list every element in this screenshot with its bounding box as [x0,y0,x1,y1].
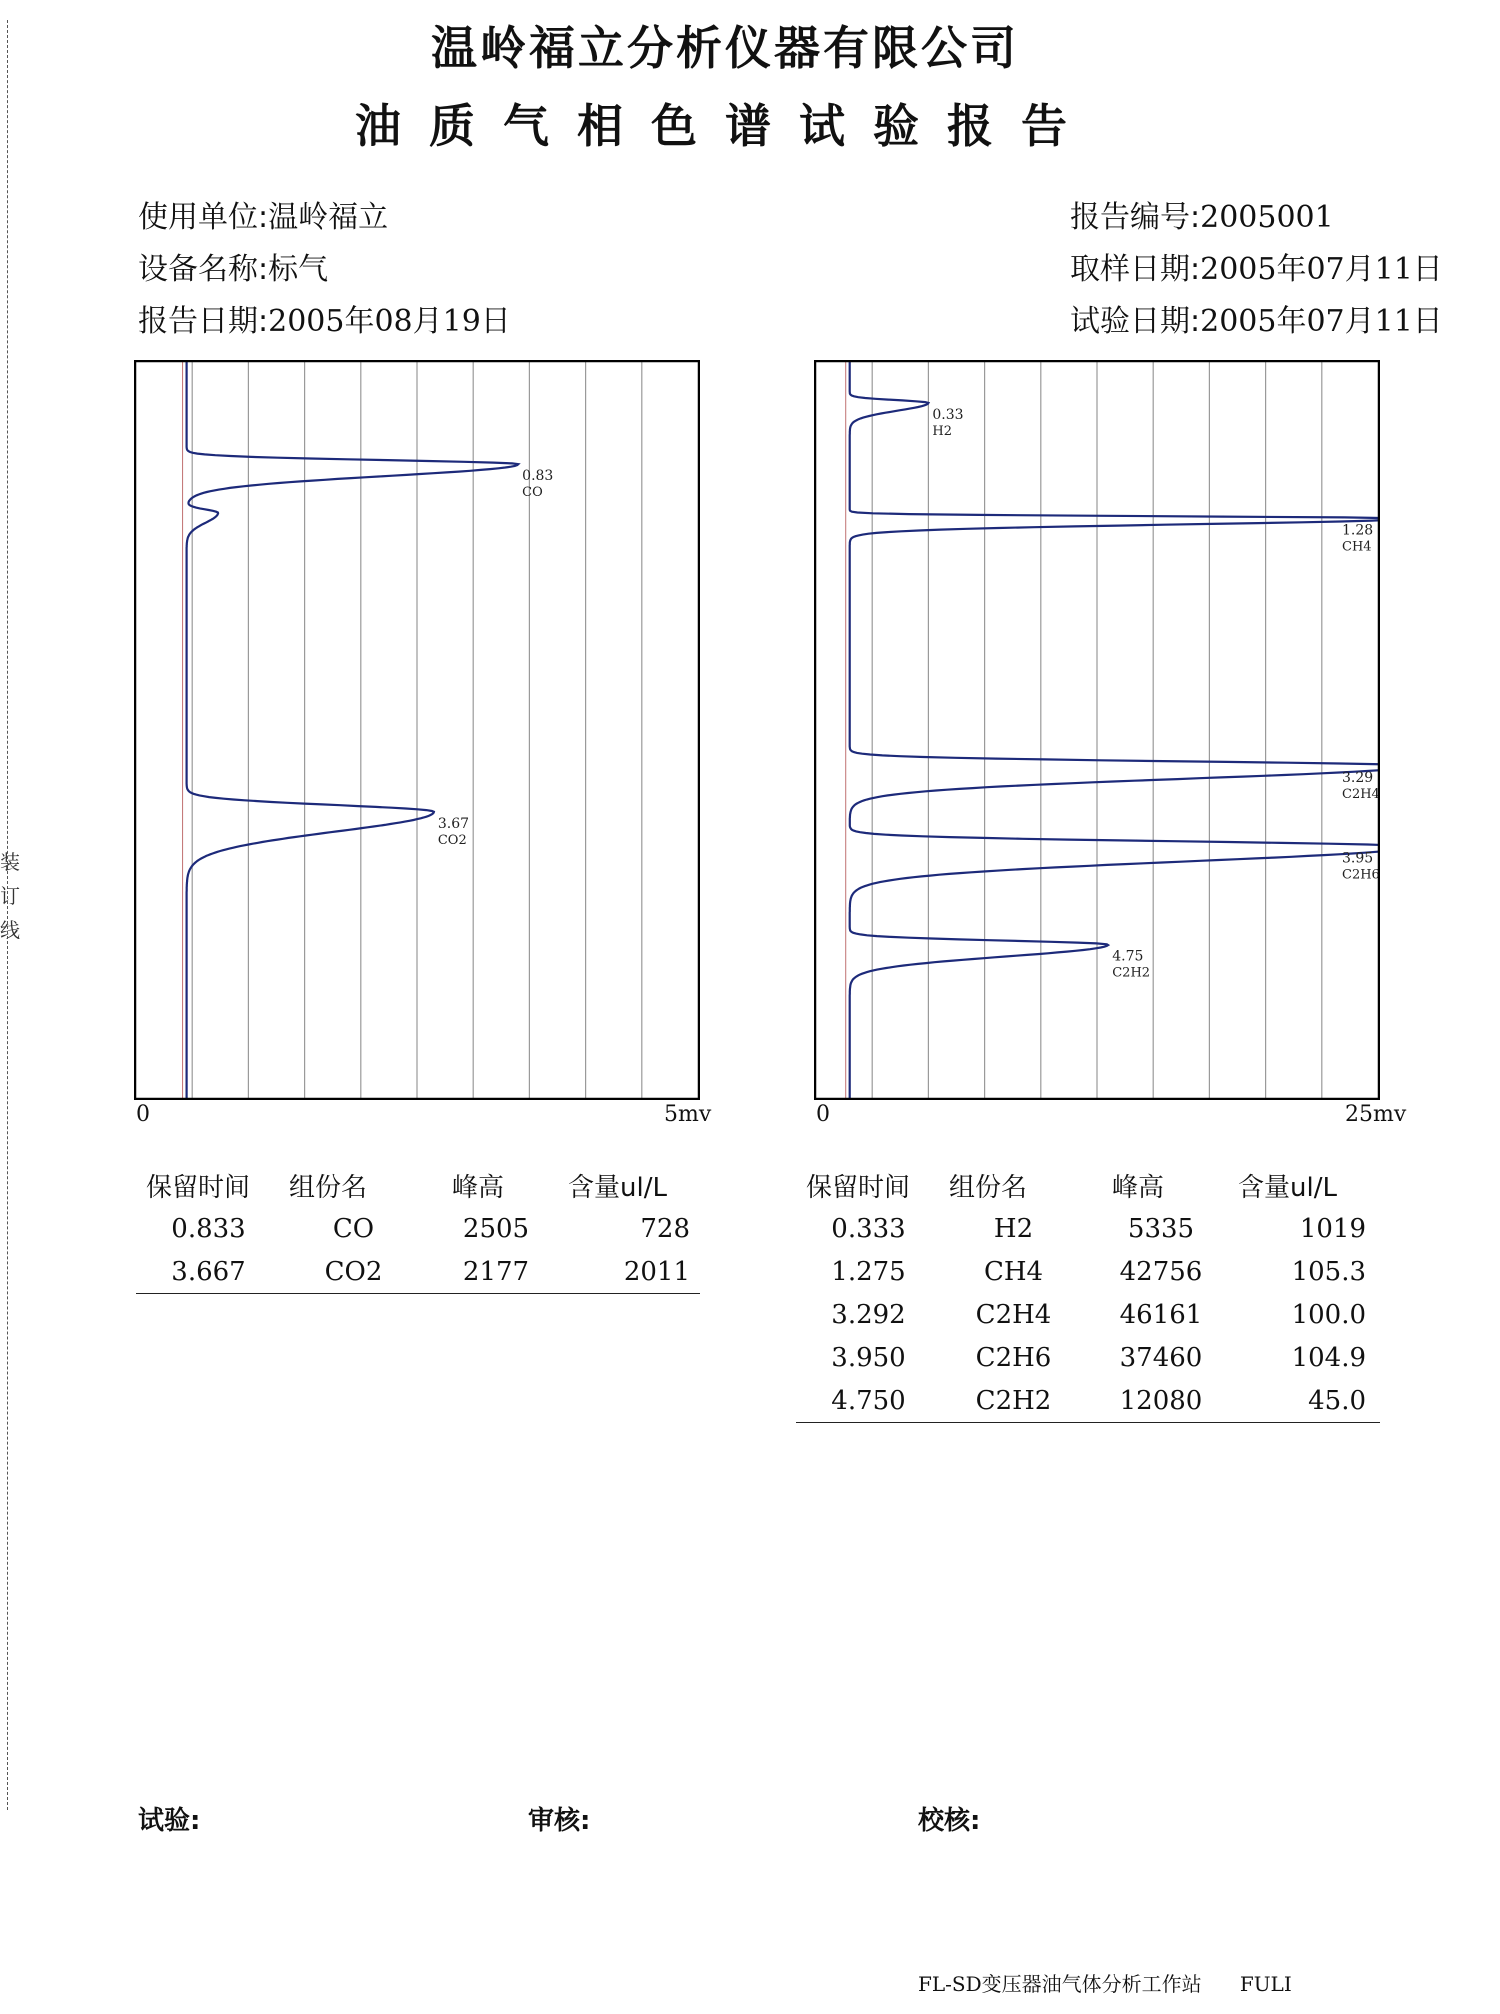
col-header: 保留时间 [806,1172,911,1203]
info-device [138,244,328,288]
chromatogram-left-plot [134,360,700,1100]
table-cell: 12080 [1086,1379,1236,1423]
info-report-no [1070,192,1334,236]
peak-time-label: 0.83 [522,468,554,485]
device-value: 标气 [268,252,329,287]
col-header: 峰高 [1112,1172,1165,1203]
unit-label: 使用单位: [138,200,269,235]
table-cell: CH4 [983,1256,1044,1287]
peak-name-label: C2H6 [1342,867,1380,883]
peak-time-label: 0.33 [932,406,964,423]
peak-name-label: C2H4 [1342,786,1380,802]
device-label: 设备名称: [138,252,269,287]
table-row [796,1379,1380,1423]
signal-trace [187,362,519,1098]
table-cell: 3.667 [136,1250,281,1294]
table-cell: 2177 [426,1250,566,1294]
x-axis-max-label-right: 25mv [1345,1102,1407,1127]
report-date-label: 报告日期: [138,304,269,339]
table-cell: C2H4 [975,1299,1052,1330]
table-cell: 2505 [462,1213,530,1244]
table-row [136,1250,700,1294]
table-cell: C2H2 [941,1379,1086,1423]
table-cell: 728 [640,1213,690,1244]
table-cell: 104.9 [1291,1342,1366,1373]
table-cell: 1.275 [831,1256,906,1287]
table-cell: CO [332,1213,375,1244]
table-row [136,1207,700,1250]
test-date-label: 试验日期: [1070,304,1201,339]
info-sample-date [1070,244,1443,288]
x-axis-max-label-left: 5mv [664,1102,712,1127]
peak-name-label: H2 [932,423,953,439]
unit-value: 温岭福立 [268,200,389,235]
table-cell: CO2 [281,1250,426,1294]
chromatogram-left [134,360,700,1100]
table-cell: 1019 [1299,1213,1366,1244]
table-cell: 0.833 [171,1213,246,1244]
peak-time-label: 3.29 [1342,769,1374,786]
footer-brand: FULI [1239,1972,1292,1996]
x-axis-min-label-left: 0 [136,1102,150,1127]
report-date-value: 2005年08月19日 [268,304,511,339]
peak-time-label: 3.67 [437,815,470,832]
table-cell: 100.0 [1291,1299,1366,1330]
table-cell: 3.292 [831,1299,906,1330]
chromatogram-right-plot [814,360,1380,1100]
table-cell: H2 [993,1213,1034,1244]
sample-date-label: 取样日期: [1070,252,1201,287]
table-cell: 2011 [566,1250,700,1294]
peak-time-label: 4.75 [1112,948,1144,965]
peak-name-label: CH4 [1342,539,1372,555]
report-title: 油质气相色谱试验报告 [355,99,1095,153]
info-report-date [138,296,511,340]
table-row [796,1336,1380,1379]
table-row [796,1207,1380,1250]
col-header: 组份名 [949,1172,1028,1203]
sample-date-value: 2005年07月11日 [1200,252,1443,287]
test-date-value: 2005年07月11日 [1200,304,1443,339]
binding-char: 装 [0,850,20,874]
col-header: 组份名 [289,1172,368,1203]
table-cell: 42756 [1119,1256,1203,1287]
chromatogram-right [814,360,1380,1100]
footer-product: FL-SD变压器油气体分析工作站 [918,1972,1202,1996]
binding-char: 线 [0,918,20,942]
company-title: 温岭福立分析仪器有限公司 [431,21,1019,75]
col-header: 保留时间 [146,1172,251,1203]
table-cell: C2H6 [975,1342,1052,1373]
table-row [796,1293,1380,1336]
table-cell: 4.750 [796,1379,941,1423]
report-no-value: 2005001 [1200,200,1334,235]
binding-char: 订 [0,884,20,908]
footer [918,1968,1292,1997]
signature-review: 审核: [528,1806,591,1836]
binding-label [0,845,20,947]
table-cell: 105.3 [1291,1256,1366,1287]
peak-time-label: 3.95 [1342,850,1374,867]
signature-check: 校核: [918,1806,981,1836]
x-axis-min-label-right: 0 [816,1102,830,1127]
peak-name-label: C2H2 [1112,965,1151,981]
peak-time-label: 1.28 [1342,522,1374,539]
info-test-date [1070,296,1443,340]
info-unit [138,192,388,236]
peak-name-label: CO2 [437,832,467,848]
report-no-label: 报告编号: [1070,200,1201,235]
col-header: 峰高 [452,1172,505,1203]
table-cell: 0.333 [831,1213,906,1244]
table-cell: 3.950 [831,1342,906,1373]
table-cell: 5335 [1127,1213,1195,1244]
col-header: 含量ul/L [568,1172,667,1203]
signature-test: 试验: [138,1806,201,1836]
peak-name-label: CO [522,485,543,501]
col-header: 含量ul/L [1238,1172,1337,1203]
results-table-right [796,1163,1380,1423]
results-table-left [136,1163,700,1294]
table-cell: 45.0 [1236,1379,1380,1423]
signal-trace [850,362,1380,1098]
table-cell: 37460 [1119,1342,1203,1373]
table-row [796,1250,1380,1293]
table-cell: 46161 [1119,1299,1203,1330]
